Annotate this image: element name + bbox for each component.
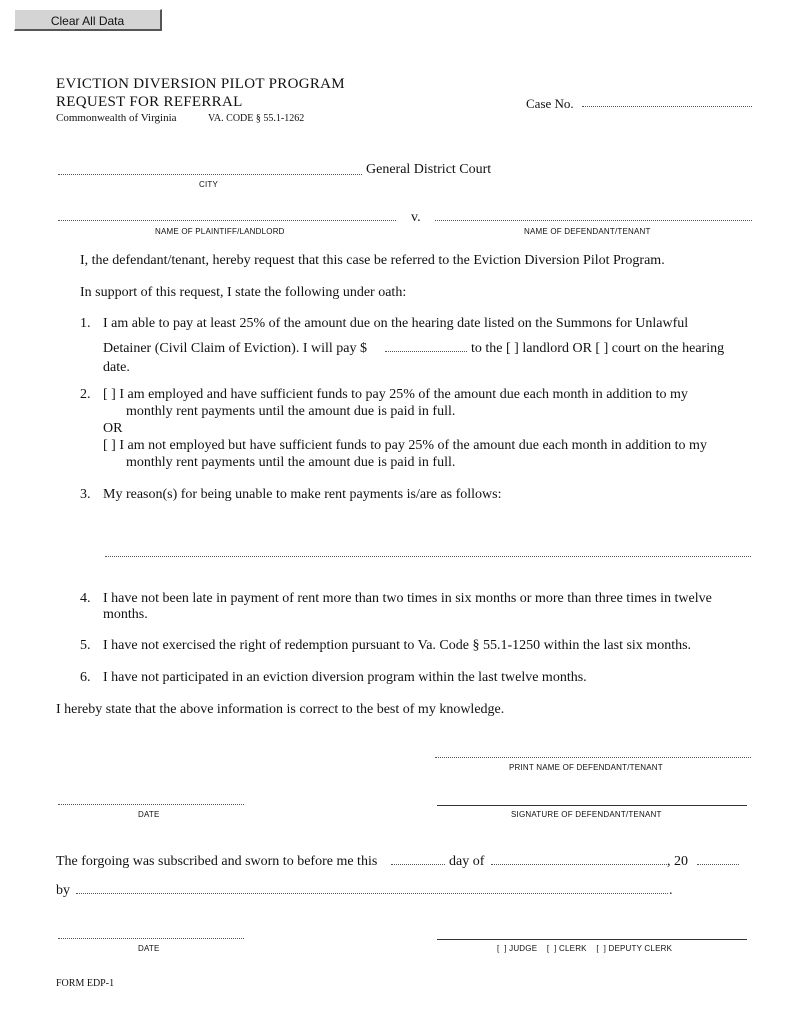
item1-text: I am able to pay at least 25% of the amount due on the hearing date listed on the Summons for Unlawful bbox=[103, 316, 689, 331]
item-number: 2. bbox=[80, 387, 91, 402]
print-name-label: PRINT NAME OF DEFENDANT/TENANT bbox=[509, 763, 663, 772]
sworn-text: The forgoing was subscribed and sworn to before me this bbox=[56, 854, 378, 869]
period-mark: . bbox=[669, 883, 673, 898]
item6-text: I have not participated in an eviction diversion program within the last twelve months. bbox=[103, 670, 587, 685]
sworn-day-field[interactable] bbox=[391, 864, 445, 865]
commonwealth-label: Commonwealth of Virginia bbox=[56, 112, 177, 124]
item2-employed-text: monthly rent payments until the amount due is paid in full. bbox=[126, 404, 456, 419]
case-no-label: Case No. bbox=[526, 96, 574, 111]
item-number: 5. bbox=[80, 638, 91, 653]
court-name: General District Court bbox=[366, 162, 492, 177]
signature-field[interactable] bbox=[437, 805, 747, 806]
reasons-field[interactable] bbox=[105, 556, 751, 557]
date-label: DATE bbox=[138, 944, 160, 953]
item4-text: I have not been late in payment of rent more than two times in six months or more than three times in twelve bbox=[103, 591, 712, 606]
by-label: by bbox=[56, 883, 70, 898]
item-number: 1. bbox=[80, 316, 91, 331]
date-field[interactable] bbox=[58, 804, 244, 805]
day-of-label: day of bbox=[449, 854, 485, 869]
intro-text: I, the defendant/tenant, hereby request that this case be referred to the Eviction Diversion Pilot Program. bbox=[80, 253, 665, 268]
city-field[interactable] bbox=[58, 174, 362, 175]
item-number: 6. bbox=[80, 670, 91, 685]
item1-text: to the [ ] landlord OR [ ] court on the hearing bbox=[471, 341, 725, 356]
item3-text: My reason(s) for being unable to make rent payments is/are as follows: bbox=[103, 487, 502, 502]
clear-all-data-button[interactable]: Clear All Data bbox=[14, 9, 162, 31]
sworn-by-field[interactable] bbox=[76, 893, 668, 894]
signature-label: SIGNATURE OF DEFENDANT/TENANT bbox=[511, 810, 662, 819]
item5-text: I have not exercised the right of redemption pursuant to Va. Code § 55.1-1250 within the last six months. bbox=[103, 638, 692, 653]
print-name-field[interactable] bbox=[435, 757, 751, 758]
plaintiff-field[interactable] bbox=[58, 220, 396, 221]
code-label: VA. CODE § 55.1-1262 bbox=[208, 113, 305, 124]
or-label: OR bbox=[103, 421, 123, 436]
item2-employed-text: [ ] I am employed and have sufficient funds to pay 25% of the amount due each month in addition to my bbox=[103, 387, 688, 402]
item2-unemployed-text: [ ] I am not employed but have sufficient funds to pay 25% of the amount due each month in addition to my bbox=[103, 438, 707, 453]
plaintiff-label: NAME OF PLAINTIFF/LANDLORD bbox=[155, 227, 285, 236]
case-no-field[interactable] bbox=[582, 106, 752, 107]
officer-label: [ ] JUDGE [ ] CLERK [ ] DEPUTY CLERK bbox=[497, 944, 673, 953]
year-prefix-label: , 20 bbox=[667, 854, 688, 869]
defendant-field[interactable] bbox=[435, 220, 752, 221]
attestation-text: I hereby state that the above information is correct to the best of my knowledge. bbox=[56, 702, 505, 717]
date-label: DATE bbox=[138, 810, 160, 819]
defendant-label: NAME OF DEFENDANT/TENANT bbox=[524, 227, 651, 236]
item4-text: months. bbox=[103, 607, 148, 622]
item1-text: Detainer (Civil Claim of Eviction). I will pay $ bbox=[103, 341, 367, 356]
form-title: EVICTION DIVERSION PILOT PROGRAM bbox=[56, 76, 345, 92]
item-number: 3. bbox=[80, 487, 91, 502]
item-number: 4. bbox=[80, 591, 91, 606]
amount-field[interactable] bbox=[385, 351, 467, 352]
support-text: In support of this request, I state the following under oath: bbox=[80, 285, 407, 300]
form-id: FORM EDP-1 bbox=[56, 978, 115, 989]
form-subtitle: REQUEST FOR REFERRAL bbox=[56, 94, 243, 110]
city-label: CITY bbox=[199, 180, 219, 189]
item1-text: date. bbox=[103, 360, 130, 375]
sworn-month-field[interactable] bbox=[491, 864, 667, 865]
item2-unemployed-text: monthly rent payments until the amount due is paid in full. bbox=[126, 455, 456, 470]
versus-label: v. bbox=[411, 210, 421, 225]
date-field[interactable] bbox=[58, 938, 244, 939]
officer-signature-field[interactable] bbox=[437, 939, 747, 940]
sworn-year-field[interactable] bbox=[697, 864, 739, 865]
